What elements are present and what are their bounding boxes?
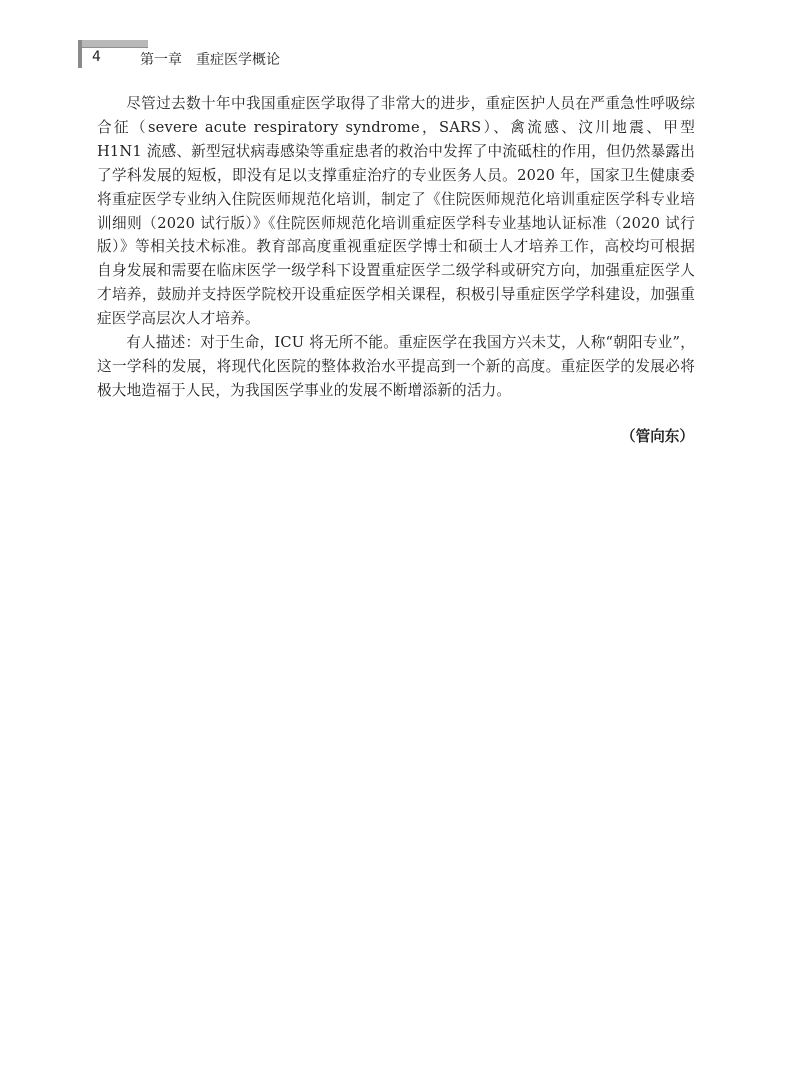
author-signature: （管向东） (621, 428, 694, 445)
header-vertical-line (78, 40, 82, 68)
chapter-title: 第一章 重症医学概论 (140, 52, 280, 68)
page-header (78, 40, 698, 70)
paragraph-2: 有人描述：对于生命，ICU 将无所不能。重症医学在我国方兴未艾，人称“朝阳专业”，这一学科的发展，将现代化医院的整体救治水平提高到一个新的高度。重症医学的发展必将极大地造福于人民，为我国医学事业的发展不断增添新的活力。 (97, 334, 695, 399)
page-number: 4 (92, 49, 101, 65)
paragraph-1: 尽管过去数十年中我国重症医学取得了非常大的进步，重症医护人员在严重急性呼吸综合征（severe acute respiratory syndrome，SARS）、禽流感、汶川地震、甲型 H1N1 流感、新型冠状病毒感染等重症患者的救治中发挥了中流砥柱的作用，但仍然暴露出了学科发展的短板，即没有足以支撑重症治疗的专业医务人员。2020 年，国家卫生健康委将重症医学专业纳入住院医师规范化培训，制定了《住院医师规范化培训重症医学科专业培训细则（2020 试行版）》《住院医师规范化培训重症医学科专业基地认证标准（2020 试行版）》等相关技术标准。教育部高度重视重症医学博士和硕士人才培养工作，高校均可根据自身发展和需要在临床医学一级学科下设置重症医学二级学科或研究方向，加强重症医学人才培养，鼓励并支持医学院校开设重症医学相关课程，积极引导重症医学学科建设，加强重症医学高层次人才培养。 (97, 95, 695, 328)
header-decoration-bar (78, 40, 148, 47)
header-rule (78, 47, 148, 48)
body-text (97, 92, 695, 403)
